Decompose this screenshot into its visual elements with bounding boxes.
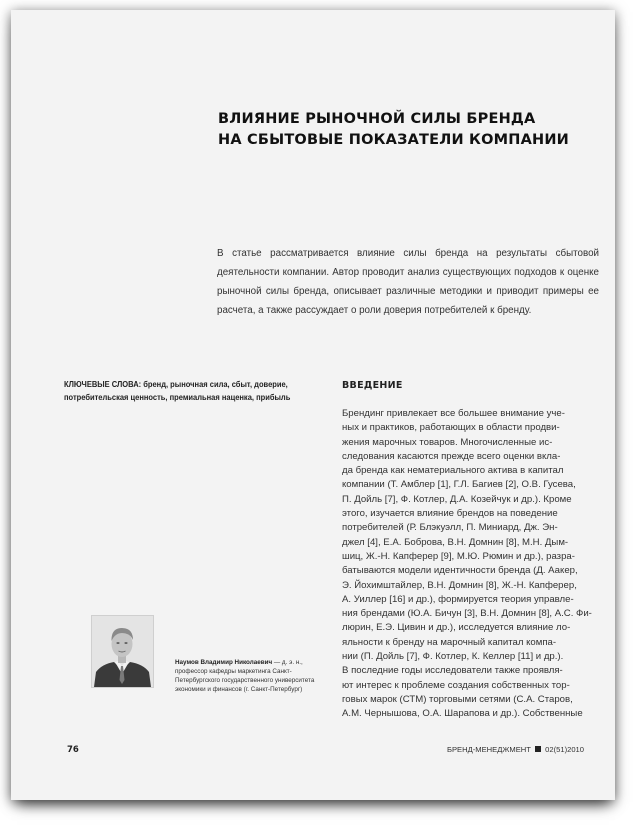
body-line: В последние годы исследователи также проявля- xyxy=(342,665,563,677)
square-separator-icon xyxy=(535,746,541,752)
body-line: А. Уиллер [16] и др.), формируется теория управле- xyxy=(342,593,574,605)
page-number: 76 xyxy=(67,745,79,755)
body-line: батываются модели идентичности бренда (Д. Аакер, xyxy=(342,565,578,577)
body-line: нии (П. Дойль [7], Ф. Котлер, К. Келлер [11] и др.). xyxy=(342,651,564,663)
author-portrait-icon xyxy=(92,616,153,687)
author-photo xyxy=(91,615,154,688)
article-title-line-2: НА СБЫТОВЫЕ ПОКАЗАТЕЛИ КОМПАНИИ xyxy=(218,132,570,148)
journal-name: БРЕНД-МЕНЕДЖМЕНТ xyxy=(447,745,531,754)
body-line: шиц, Ж.-Н. Капферер [9], М.Ю. Рюмин и др.), разра- xyxy=(342,550,575,562)
body-line: потребителей (Р. Блэкуэлл, П. Миниард, Дж. Эн- xyxy=(342,522,558,534)
body-line: П. Дойль [7], Ф. Котлер, Д.А. Козейчук и др.). Кроме xyxy=(342,493,572,505)
body-line: яльности к бренду на марочный капитал компа- xyxy=(342,636,557,648)
journal-issue: 02(51)2010 xyxy=(545,745,584,754)
body-line: Брендинг привлекает все большее внимание уче- xyxy=(342,408,565,419)
article-title-line-1: ВЛИЯНИЕ РЫНОЧНОЙ СИЛЫ БРЕНДА xyxy=(218,111,536,127)
author-bio xyxy=(175,658,330,694)
keywords: КЛЮЧЕВЫЕ СЛОВА: бренд, рыночная сила, сбыт, доверие, потребительская ценность, премиальная наценка, прибыль xyxy=(64,380,291,402)
section-body xyxy=(342,407,608,722)
body-line: говых марок (СТМ) торговыми сетями (С.А. Старов, xyxy=(342,693,573,705)
body-line: этого, изучается влияние брендов на поведение xyxy=(342,508,558,520)
body-line: люрин, Е.Э. Цивин и др.), исследуется влияние ло- xyxy=(342,622,571,634)
body-line: жения марочных товаров. Многочисленные ис- xyxy=(342,436,553,448)
body-line: Э. Йохимштайлер, В.Н. Домнин [8], Ж.-Н. Капферер, xyxy=(342,579,577,591)
article-title xyxy=(218,109,608,151)
body-line: джел [4], Е.А. Боброва, В.Н. Домнин [8], М.Н. Дым- xyxy=(342,536,569,548)
author-name: Наумов Владимир Николаевич xyxy=(175,659,273,666)
author-description: — д. э. н., профессор кафедры маркетинга Санкт-Петербургского государственного университета экономики и финансов (г. Санкт-Петербург) xyxy=(175,659,315,693)
journal-footer xyxy=(447,745,584,754)
body-line: А.М. Чернышова, О.А. Шарапова и др.). Собственные xyxy=(342,708,583,720)
body-line: да бренда как нематериального актива в капитал xyxy=(342,465,564,477)
section-heading: ВВЕДЕНИЕ xyxy=(342,380,403,391)
article-abstract: В статье рассматривается влияние силы бренда на результаты сбытовой деятельности компании. Автор проводит анализ существующих подходов к оценке рыночной силы бренда, описывает различные методики и приводит примеры ее расчета, а также рассуждает о роли доверия потребителей к бренду. xyxy=(217,248,599,316)
body-line: ют интерес к проблеме создания собственных тор- xyxy=(342,679,570,691)
body-line: ных и практиков, работающих в области продви- xyxy=(342,422,560,434)
body-line: ния брендами (Ю.А. Бичун [3], В.Н. Домнин [8], А.С. Фи- xyxy=(342,608,592,620)
body-line: компании (Т. Амблер [1], Г.Л. Багиев [2], О.В. Гусева, xyxy=(342,479,576,491)
journal-page xyxy=(11,10,615,800)
body-line: следования касаются прежде всего оценки вкла- xyxy=(342,450,561,462)
